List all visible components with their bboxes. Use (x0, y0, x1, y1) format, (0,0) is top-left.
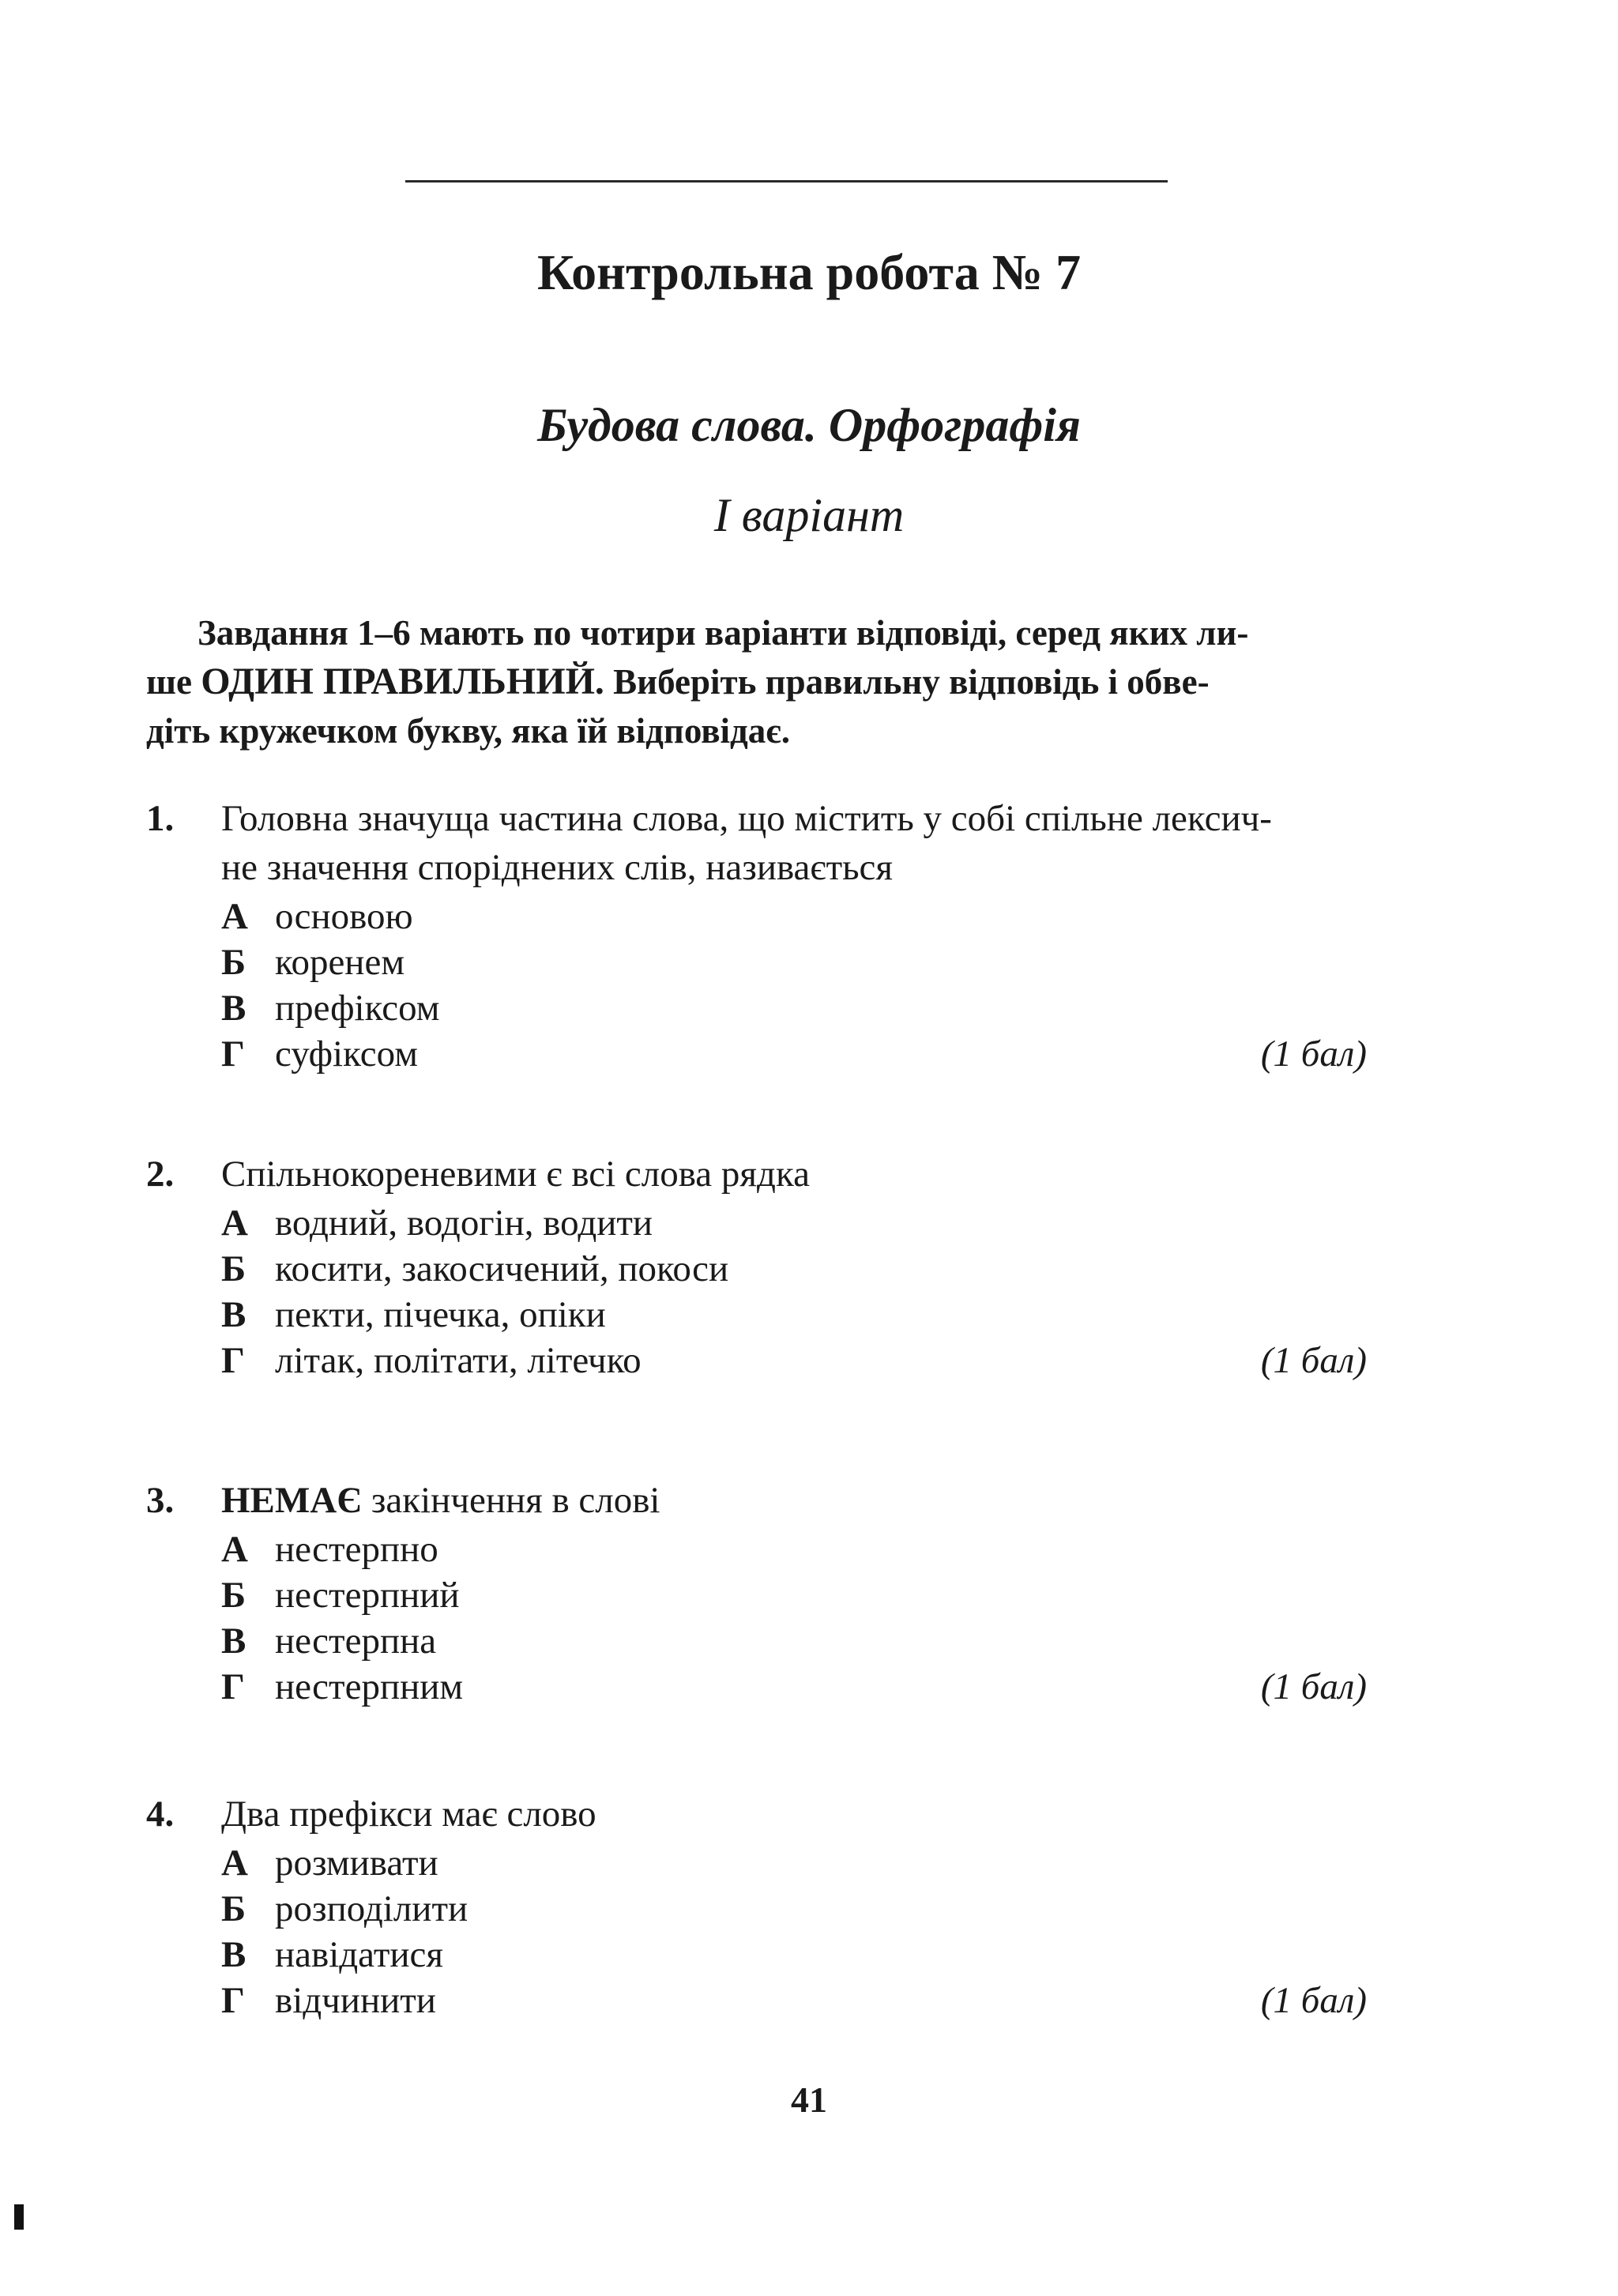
option-text: розподілити (275, 1888, 468, 1929)
option-b[interactable] (221, 1572, 1442, 1618)
question-header (146, 1150, 1442, 1199)
option-c[interactable] (221, 1618, 1442, 1664)
option-text: пекти, пічечка, опіки (275, 1294, 606, 1335)
option-text: водний, водогін, водити (275, 1203, 653, 1244)
instructions-line-2-post: Виберіть правильну відповідь і обве- (613, 662, 1210, 702)
option-letter[interactable]: Б (221, 1248, 246, 1289)
top-rule (405, 180, 1168, 183)
option-letter[interactable]: А (221, 1842, 248, 1884)
variant-label: І варіант (713, 489, 905, 541)
option-b[interactable] (221, 1246, 1442, 1292)
option-letter[interactable]: В (221, 1620, 246, 1662)
question-text-line-1: Головна значуща частина слова, що містить у собі спільне лексич- (221, 798, 1272, 839)
option-letter[interactable]: А (221, 1203, 248, 1244)
answer-options (221, 894, 1442, 1077)
option-letter[interactable]: В (221, 1294, 246, 1335)
option-letter[interactable]: В (221, 1934, 246, 1975)
page-number: 41 (791, 2080, 827, 2120)
question-header (146, 1476, 1442, 1525)
option-a[interactable] (221, 1200, 1442, 1246)
option-text: нестерпна (275, 1620, 437, 1662)
question-text-rest: закінчення в слові (362, 1480, 660, 1521)
question-number: 3. (146, 1480, 175, 1521)
option-d[interactable] (221, 1031, 1442, 1077)
question-text-line-1: Два префікси має слово (221, 1794, 596, 1835)
question-number: 2. (146, 1154, 175, 1195)
instructions (146, 608, 1442, 755)
option-letter[interactable]: В (221, 988, 246, 1029)
answer-options (221, 1840, 1442, 2023)
option-c[interactable] (221, 1932, 1442, 1978)
page-title: Контрольна робота № 7 (536, 244, 1082, 300)
option-a[interactable] (221, 1840, 1442, 1886)
question-header (146, 794, 1442, 892)
score-label: (1 бал) (1260, 1980, 1367, 2021)
score-label: (1 бал) (1260, 1033, 1367, 1075)
option-a[interactable] (221, 894, 1442, 939)
instructions-line-1: Завдання 1–6 мають по чотири варіанти відповіді, серед яких ли- (198, 613, 1249, 653)
option-b[interactable] (221, 939, 1442, 985)
option-letter[interactable]: Г (221, 1033, 245, 1075)
score-label: (1 бал) (1260, 1340, 1367, 1381)
option-letter[interactable]: Б (221, 1888, 246, 1929)
option-text: косити, закосичений, покоси (275, 1248, 729, 1289)
option-a[interactable] (221, 1526, 1442, 1572)
question-2 (146, 1150, 1442, 1383)
option-c[interactable] (221, 985, 1442, 1031)
option-text: нестерпним (275, 1666, 464, 1707)
option-text: розмивати (275, 1842, 438, 1884)
option-letter[interactable]: Б (221, 942, 246, 983)
option-letter[interactable]: Б (221, 1575, 246, 1616)
option-text: коренем (275, 942, 405, 983)
question-1 (146, 794, 1442, 1077)
option-letter[interactable]: Г (221, 1666, 245, 1707)
instructions-emphasis: ОДИН ПРАВИЛЬНИЙ. (201, 661, 604, 702)
option-text: суфіксом (275, 1033, 418, 1075)
instructions-line-2-pre: ше (146, 662, 192, 702)
option-text: навідатися (275, 1934, 443, 1975)
option-text: нестерпний (275, 1575, 460, 1616)
instructions-line-3: діть кружечком букву, яка їй відповідає. (146, 711, 790, 751)
option-letter[interactable]: Г (221, 1980, 245, 2021)
option-text: нестерпно (275, 1529, 438, 1570)
question-text-line-1: Спільнокореневими є всі слова рядка (221, 1154, 810, 1195)
option-letter[interactable]: Г (221, 1340, 245, 1381)
question-header (146, 1790, 1442, 1839)
question-text-line-2: не значення споріднених слів, називається (221, 847, 894, 888)
answer-options (221, 1526, 1442, 1710)
question-text-line-1 (221, 1476, 1442, 1525)
option-text: відчинити (275, 1980, 436, 2021)
option-letter[interactable]: А (221, 1529, 248, 1570)
option-d[interactable] (221, 1338, 1442, 1383)
question-3 (146, 1476, 1442, 1710)
option-text: основою (275, 896, 413, 937)
option-text: літак, політати, літечко (275, 1340, 642, 1381)
question-4 (146, 1790, 1442, 2023)
option-letter[interactable]: А (221, 896, 248, 937)
scan-mark (14, 2204, 24, 2230)
option-b[interactable] (221, 1886, 1442, 1932)
option-text: префіксом (275, 988, 440, 1029)
question-number: 4. (146, 1794, 175, 1835)
instructions-line-2 (146, 657, 1442, 706)
topic-subtitle: Будова слова. Орфографія (537, 399, 1081, 451)
score-label: (1 бал) (1260, 1666, 1367, 1707)
option-d[interactable] (221, 1664, 1442, 1710)
question-number: 1. (146, 798, 175, 839)
option-c[interactable] (221, 1292, 1442, 1338)
option-d[interactable] (221, 1978, 1442, 2023)
question-emphasis: НЕМАЄ (221, 1480, 363, 1521)
answer-options (221, 1200, 1442, 1383)
